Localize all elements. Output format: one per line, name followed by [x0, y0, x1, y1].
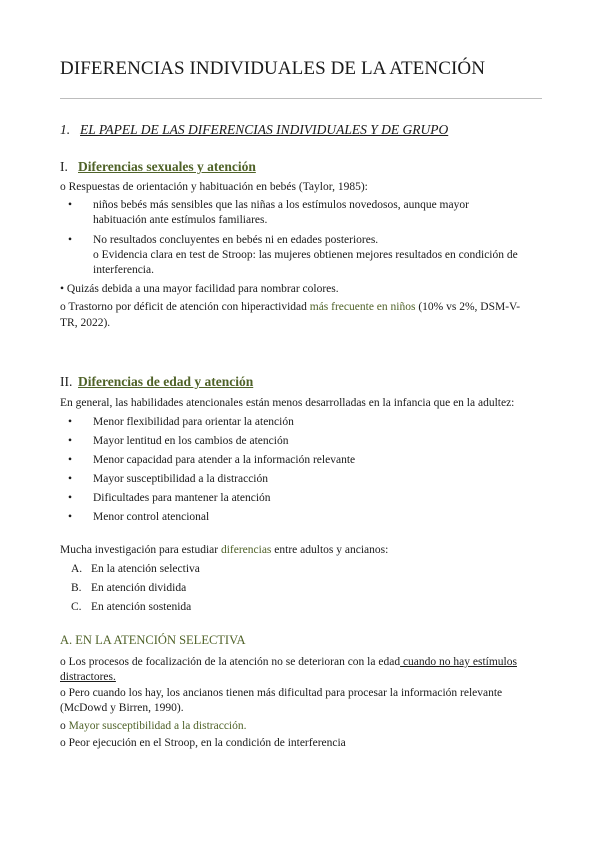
bullet-text-line: No resultados concluyentes en bebés ni en edades posteriores. — [93, 234, 379, 246]
subsection-1-heading — [60, 159, 256, 175]
secA-para-2: o Pero cuando los hay, los ancianos tienen más dificultad para procesar la información relevante — [60, 687, 503, 699]
sub2-research-line — [60, 543, 388, 558]
subsection-1-numeral: I. — [60, 159, 68, 174]
secA-para-4: o Peor ejecución en el Stroop, en la condición de interferencia — [60, 737, 346, 749]
sub2-bullet — [68, 491, 271, 506]
bullet-text: Mayor susceptibilidad a la distracción — [93, 473, 269, 485]
bullet-icon: • — [68, 511, 73, 523]
bullet-text-line: niños bebés más sensibles que las niñas a los estímulos novedosos, aunque mayor — [93, 199, 469, 211]
sub2-bullet — [68, 510, 209, 525]
bullet-text: Mayor lentitud en los cambios de atención — [93, 435, 289, 447]
list-text: En atención sostenida — [91, 601, 192, 613]
secA-para-1-line-2: distractores. — [60, 671, 116, 683]
sub2-bullet — [68, 415, 294, 430]
bullet-icon: • — [68, 435, 73, 447]
sub1-tdah-line — [60, 300, 520, 315]
sub2-bullet — [68, 434, 288, 449]
page-title: DIFERENCIAS INDIVIDUALES DE LA ATENCIÓN — [60, 58, 486, 79]
section-1-heading — [60, 122, 448, 138]
secA-para-1 — [60, 655, 517, 670]
research-text-end: entre adultos y ancianos: — [271, 544, 389, 556]
list-letter: C. — [71, 601, 82, 613]
bullet-text-line: interferencia. — [93, 264, 154, 276]
tdah-text: o Trastorno por déficit de atención con hiperactividad — [60, 301, 310, 313]
list-letter: A. — [71, 563, 83, 575]
sub1-bullet-2 — [68, 233, 538, 278]
sub1-intro: o Respuestas de orientación y habituación en bebés (Taylor, 1985): — [60, 181, 368, 193]
subsection-2-heading — [60, 374, 253, 390]
bullet-text-line: o Evidencia clara en test de Stroop: las mujeres obtienen mejores resultados en condición de — [93, 249, 518, 261]
list-letter: B. — [71, 582, 82, 594]
sub2-intro: En general, las habilidades atencionales están menos desarrolladas en la infancia que en la adultez: — [60, 397, 515, 409]
bullet-text: Menor control atencional — [93, 511, 210, 523]
bullet-icon: • — [68, 473, 73, 485]
section-a-heading: A. EN LA ATENCIÓN SELECTIVA — [60, 633, 246, 647]
research-text: Mucha investigación para estudiar — [60, 544, 221, 556]
bullet-text: Dificultades para mantener la atención — [93, 492, 271, 504]
list-text: En atención dividida — [91, 582, 187, 594]
bullet-icon: • — [68, 492, 73, 504]
secA-para-3 — [60, 719, 247, 734]
list-text: En la atención selectiva — [91, 563, 200, 575]
bullet-icon: • — [68, 199, 73, 211]
subsection-2-title: Diferencias de edad y atención — [78, 374, 254, 389]
title-divider — [60, 98, 542, 99]
sub2-bullet — [68, 472, 268, 487]
section-1-number: 1. — [60, 122, 71, 137]
para-text: o Los procesos de focalización de la atención no se deterioran con la edad — [60, 656, 401, 668]
bullet-text-line: habituación ante estímulos familiares. — [93, 214, 268, 226]
para-marker: o — [60, 720, 69, 732]
secA-para-2-line-2: (McDowd y Birren, 1990). — [60, 702, 184, 714]
section-1-title: EL PAPEL DE LAS DIFERENCIAS INDIVIDUALES Y DE GRUPO — [80, 122, 449, 137]
research-highlight: diferencias — [220, 544, 272, 556]
sub1-bullet-1 — [68, 198, 538, 228]
bullet-icon: • — [68, 234, 73, 246]
sub2-bullet — [68, 453, 355, 468]
subsection-1-title: Diferencias sexuales y atención — [78, 159, 256, 174]
para-underlined: cuando no hay estímulos — [400, 656, 517, 668]
tdah-citation: (10% vs 2%, DSM-V- — [415, 301, 521, 313]
sub2-list-item — [71, 600, 191, 615]
bullet-icon: • — [68, 416, 73, 428]
sub2-list-item — [71, 581, 186, 596]
bullet-icon: • — [68, 454, 73, 466]
para-highlight: Mayor susceptibilidad a la distracción. — [68, 720, 247, 732]
subsection-2-numeral: II. — [60, 374, 73, 389]
sub1-tdah-line-2: TR, 2022). — [60, 317, 111, 329]
sub1-colors-line: • Quizás debida a una mayor facilidad para nombrar colores. — [60, 283, 339, 295]
bullet-text: Menor capacidad para atender a la información relevante — [93, 454, 356, 466]
tdah-highlight: más frecuente en niños — [309, 301, 416, 313]
sub2-list-item — [71, 562, 200, 577]
bullet-text: Menor flexibilidad para orientar la atención — [93, 416, 294, 428]
